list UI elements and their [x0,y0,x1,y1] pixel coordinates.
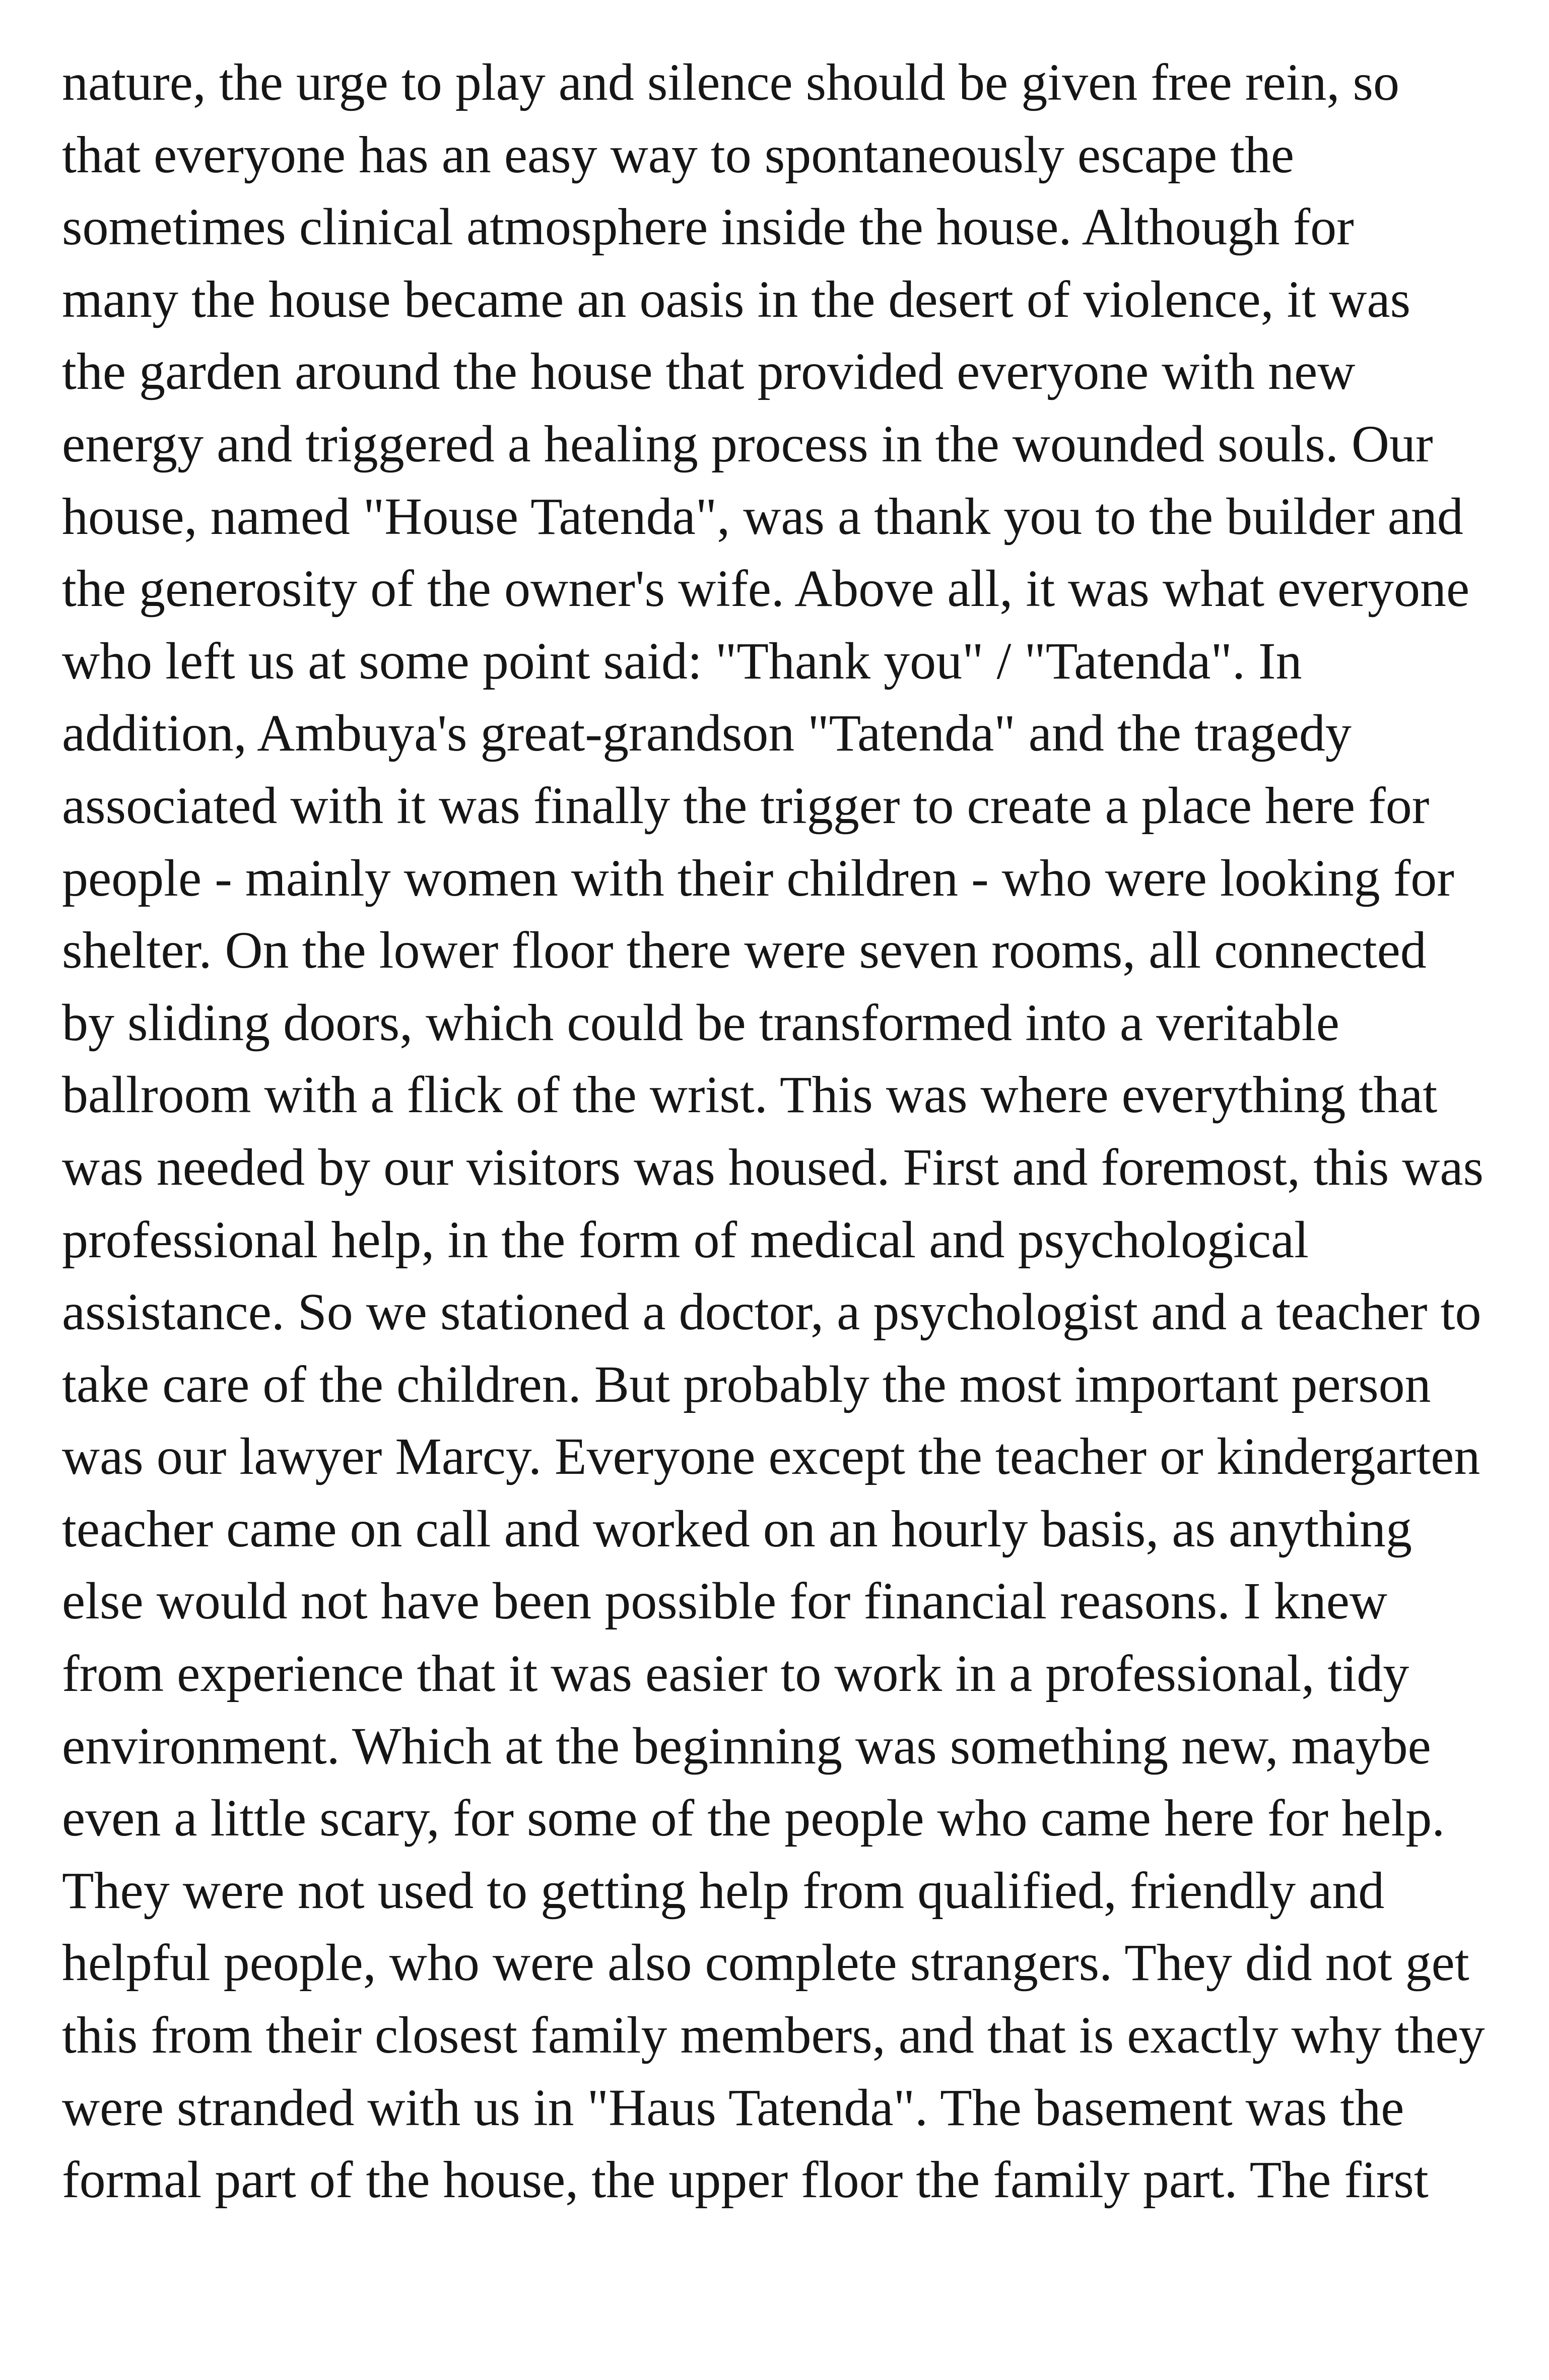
text-line: people - mainly women with their children - who were looking for [62,849,1454,907]
text-line: They were not used to getting help from qualified, friendly and [62,1861,1385,1920]
text-line: even a little scary, for some of the people who came here for help. [62,1789,1445,1848]
text-line: this from their closest family members, and that is exactly why they [62,2006,1485,2065]
body-text [62,46,1513,2216]
text-line: energy and triggered a healing process in the wounded souls. Our [62,415,1433,473]
text-line: who left us at some point said: "Thank you" / "Tatenda". In [62,632,1302,690]
text-line: ballroom with a flick of the wrist. This was where everything that [62,1066,1438,1124]
text-line: was our lawyer Marcy. Everyone except the teacher or kindergarten [62,1427,1480,1486]
text-line: helpful people, who were also complete strangers. They did not get [62,1934,1469,1992]
text-line: take care of the children. But probably the most important person [62,1355,1431,1413]
text-line: teacher came on call and worked on an hourly basis, as anything [62,1500,1412,1558]
text-line: nature, the urge to play and silence should be given free rein, so [62,53,1399,111]
text-line: by sliding doors, which could be transformed into a veritable [62,993,1339,1052]
text-line: house, named "House Tatenda", was a thank you to the builder and [62,487,1463,546]
text-line: assistance. So we stationed a doctor, a psychologist and a teacher to [62,1283,1481,1341]
text-line: environment. Which at the beginning was something new, maybe [62,1717,1431,1775]
text-line: from experience that it was easier to work in a professional, tidy [62,1645,1409,1703]
text-line: formal part of the house, the upper floor the family part. The first [62,2151,1429,2209]
text-line: associated with it was finally the trigger to create a place here for [62,776,1430,835]
text-line: professional help, in the form of medical and psychological [62,1210,1309,1269]
text-line: that everyone has an easy way to spontaneously escape the [62,125,1295,184]
text-line: sometimes clinical atmosphere inside the house. Although for [62,198,1354,256]
text-line: addition, Ambuya's great-grandson "Tatenda" and the tragedy [62,704,1352,763]
text-line: the garden around the house that provided everyone with new [62,343,1356,401]
text-line: the generosity of the owner's wife. Above all, it was what everyone [62,560,1470,618]
text-line: shelter. On the lower floor there were seven rooms, all connected [62,921,1427,980]
text-line: were stranded with us in "Haus Tatenda". The basement was the [62,2078,1404,2137]
text-line: else would not have been possible for financial reasons. I knew [62,1572,1387,1630]
text-line: many the house became an oasis in the desert of violence, it was [62,270,1411,328]
text-line: was needed by our visitors was housed. First and foremost, this was [62,1138,1484,1196]
